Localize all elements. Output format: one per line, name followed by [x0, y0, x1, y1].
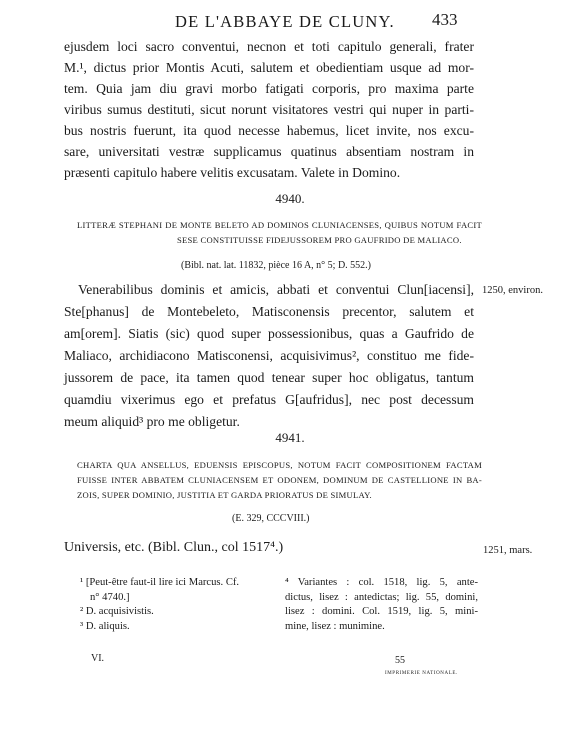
- continuation-paragraph: [64, 36, 474, 183]
- imprint-line: IMPRIMERIE NATIONALE.: [385, 671, 458, 676]
- text-line: am[orem]. Siatis (sic) quod super possessionibus, quas a Gaufrido de: [64, 326, 474, 341]
- charter-number: 4940.: [275, 191, 305, 206]
- text-line: M.¹, dictus prior Montis Acuti, salutem et obedientiam usque ad mor-: [64, 60, 474, 75]
- charter-4940-summary: [77, 218, 482, 248]
- text-line: viribus sumus destituti, sicut norunt visitatores vestri qui nuper in parti-: [64, 102, 474, 117]
- charter-4941-date: 1251, mars.: [483, 545, 533, 556]
- footnote-line: lisez : domini. Col. 1519, lig. 5, mini-: [285, 606, 478, 617]
- summary-line: LITTERÆ STEPHANI DE MONTE BELETO AD DOMINOS CLUNIACENSES, QUIBUS NOTUM FACIT: [77, 220, 482, 230]
- page-number: 433: [432, 10, 458, 29]
- volume-signature: VI.: [91, 653, 105, 664]
- text-line: meum aliquid³ pro me obligetur.: [64, 414, 240, 429]
- charter-4941-heading: [0, 430, 580, 446]
- text-line: bus nostris fuerunt, ita quod necesse habemus, licet invite, nos excu-: [64, 123, 474, 138]
- footnote-line: mine, lisez : munimine.: [285, 620, 385, 632]
- text-line: tem. Quia jam diu gravi morbo fatigati corporis, pro maxima parte: [64, 81, 474, 96]
- running-title: DE L'ABBAYE DE CLUNY.: [175, 12, 395, 31]
- gathering-number: 55: [395, 655, 405, 666]
- footnote-line: ⁴ Variantes : col. 1518, lig. 5, ante-: [285, 577, 478, 588]
- footnote: ¹ [Peut-être faut-il lire ici Marcus. Cf.: [80, 577, 240, 588]
- charter-4940-date: 1250, environ.: [482, 285, 543, 296]
- text-line: quamdiu vixerimus ego et prefatus G[aufridus], nec post decessum: [64, 392, 474, 407]
- footnote: n° 4740.]: [90, 591, 130, 603]
- summary-line: SESE CONSTITUISSE FIDEJUSSOREM PRO GAUFRIDO DE MALIACO.: [177, 235, 462, 245]
- charter-4940-source: (Bibl. nat. lat. 11832, pièce 16 A, n° 5; D. 552.): [181, 260, 371, 271]
- text-line: præsenti capitulo habere velitis excusatam. Valete in Domino.: [64, 165, 401, 180]
- summary-line: CHARTA QUA ANSELLUS, EDUENSIS EPISCOPUS, NOTUM FACIT COMPOSITIONEM FACTAM: [77, 460, 482, 470]
- text-line: ejusdem loci sacro conventui, necnon et toti capitulo generali, frater: [64, 39, 474, 54]
- text-line: Maliaco, archidiacono Matisconensi, acquisivimus², constituo me fide-: [64, 348, 474, 363]
- footnotes-left: [80, 576, 255, 634]
- charter-4941-text: Universis, etc. (Bibl. Clun., col 1517⁴.): [64, 540, 284, 555]
- charter-4941-summary: [77, 458, 482, 503]
- footnote: ² D. acquisivistis.: [80, 606, 154, 617]
- text-line: jussorem de pace, ita tamen quod tenear super hoc obligatus, tantum: [64, 370, 474, 385]
- summary-line: ZOIS, SUPER DOMINIO, JUSTITIA ET GARDA PRIORATUS DE SIMULAY.: [77, 490, 372, 500]
- charter-4940-text: [64, 279, 474, 433]
- text-line: sare, universitati vestræ supplicamus quatinus absentiam nostram in: [64, 144, 474, 159]
- footnotes-right: [285, 576, 478, 634]
- charter-4941-source: (E. 329, CCCVIII.): [232, 513, 310, 524]
- text-line: Venerabilibus dominis et amicis, abbati et conventui Clun[iacensi],: [78, 282, 474, 297]
- charter-4940-heading: [0, 191, 580, 207]
- charter-number: 4941.: [275, 430, 305, 445]
- text-line: Ste[phanus] de Montebeleto, Matisconensis precentor, salutem et: [64, 304, 474, 319]
- footnote: ³ D. aliquis.: [80, 620, 130, 632]
- footnote-line: dictus, lisez : antedictas; lig. 55, domini,: [285, 591, 478, 603]
- summary-line: FUISSE INTER ABBATEM CLUNIACENSEM ET ODONEM, DOMINUM DE CASTELLIONE IN BA-: [77, 475, 482, 485]
